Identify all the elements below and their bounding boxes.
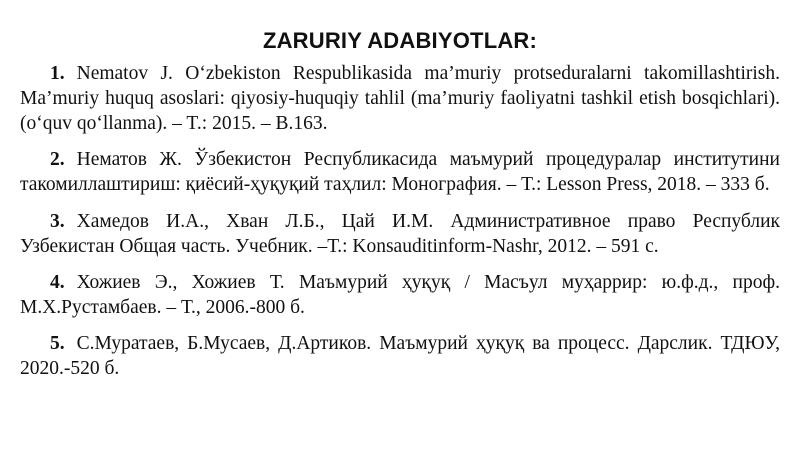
reference-item-3 <box>20 209 780 259</box>
reference-item-2 <box>20 147 780 197</box>
reference-item-4 <box>20 270 780 320</box>
reference-text: Nematov J. O‘zbekiston Respublikasida ma’muriy protseduralarni takomillashtirish. Ma’muriy huquq asoslari: qiyosiy-huquqiy tahlil (ma’muriy faoliyatni tashkil etish bosqichlari). (o‘quv qo‘llanma). – T.: 2015. – B.163. <box>20 63 780 134</box>
page-title: ZARURIY ADABIYOTLAR: <box>262 28 538 53</box>
reference-item-5 <box>20 331 780 381</box>
reference-number: 5. <box>50 333 65 354</box>
reference-text: Хожиев Э., Хожиев Т. Маъмурий ҳуқуқ / Масъул муҳаррир: ю.ф.д., проф. М.Х.Рустамбаев. – Т., 2006.-800 б. <box>20 272 780 318</box>
reference-text: Хамедов И.А., Хван Л.Б., Цай И.М. Административное право Республик Узбекистан Общая часть. Учебник. –Т.: Konsauditinform-Nashr, 2012. – 591 с. <box>20 211 780 257</box>
reference-number: 4. <box>50 272 65 293</box>
reference-number: 3. <box>50 211 65 232</box>
reference-number: 2. <box>50 149 65 170</box>
reference-item-1 <box>20 61 780 136</box>
reference-number: 1. <box>50 63 65 84</box>
reference-text: Нематов Ж. Ўзбекистон Республикасида маъмурий процедуралар институтини такомиллаштириш: қиёсий-ҳуқуқий таҳлил: Монография. – Т.: Lesson Press, 2018. – 333 б. <box>20 149 780 195</box>
reference-text: С.Муратаев, Б.Мусаев, Д.Артиков. Маъмурий ҳуқуқ ва процесс. Дарслик. ТДЮУ, 2020.-520 б. <box>20 333 780 379</box>
